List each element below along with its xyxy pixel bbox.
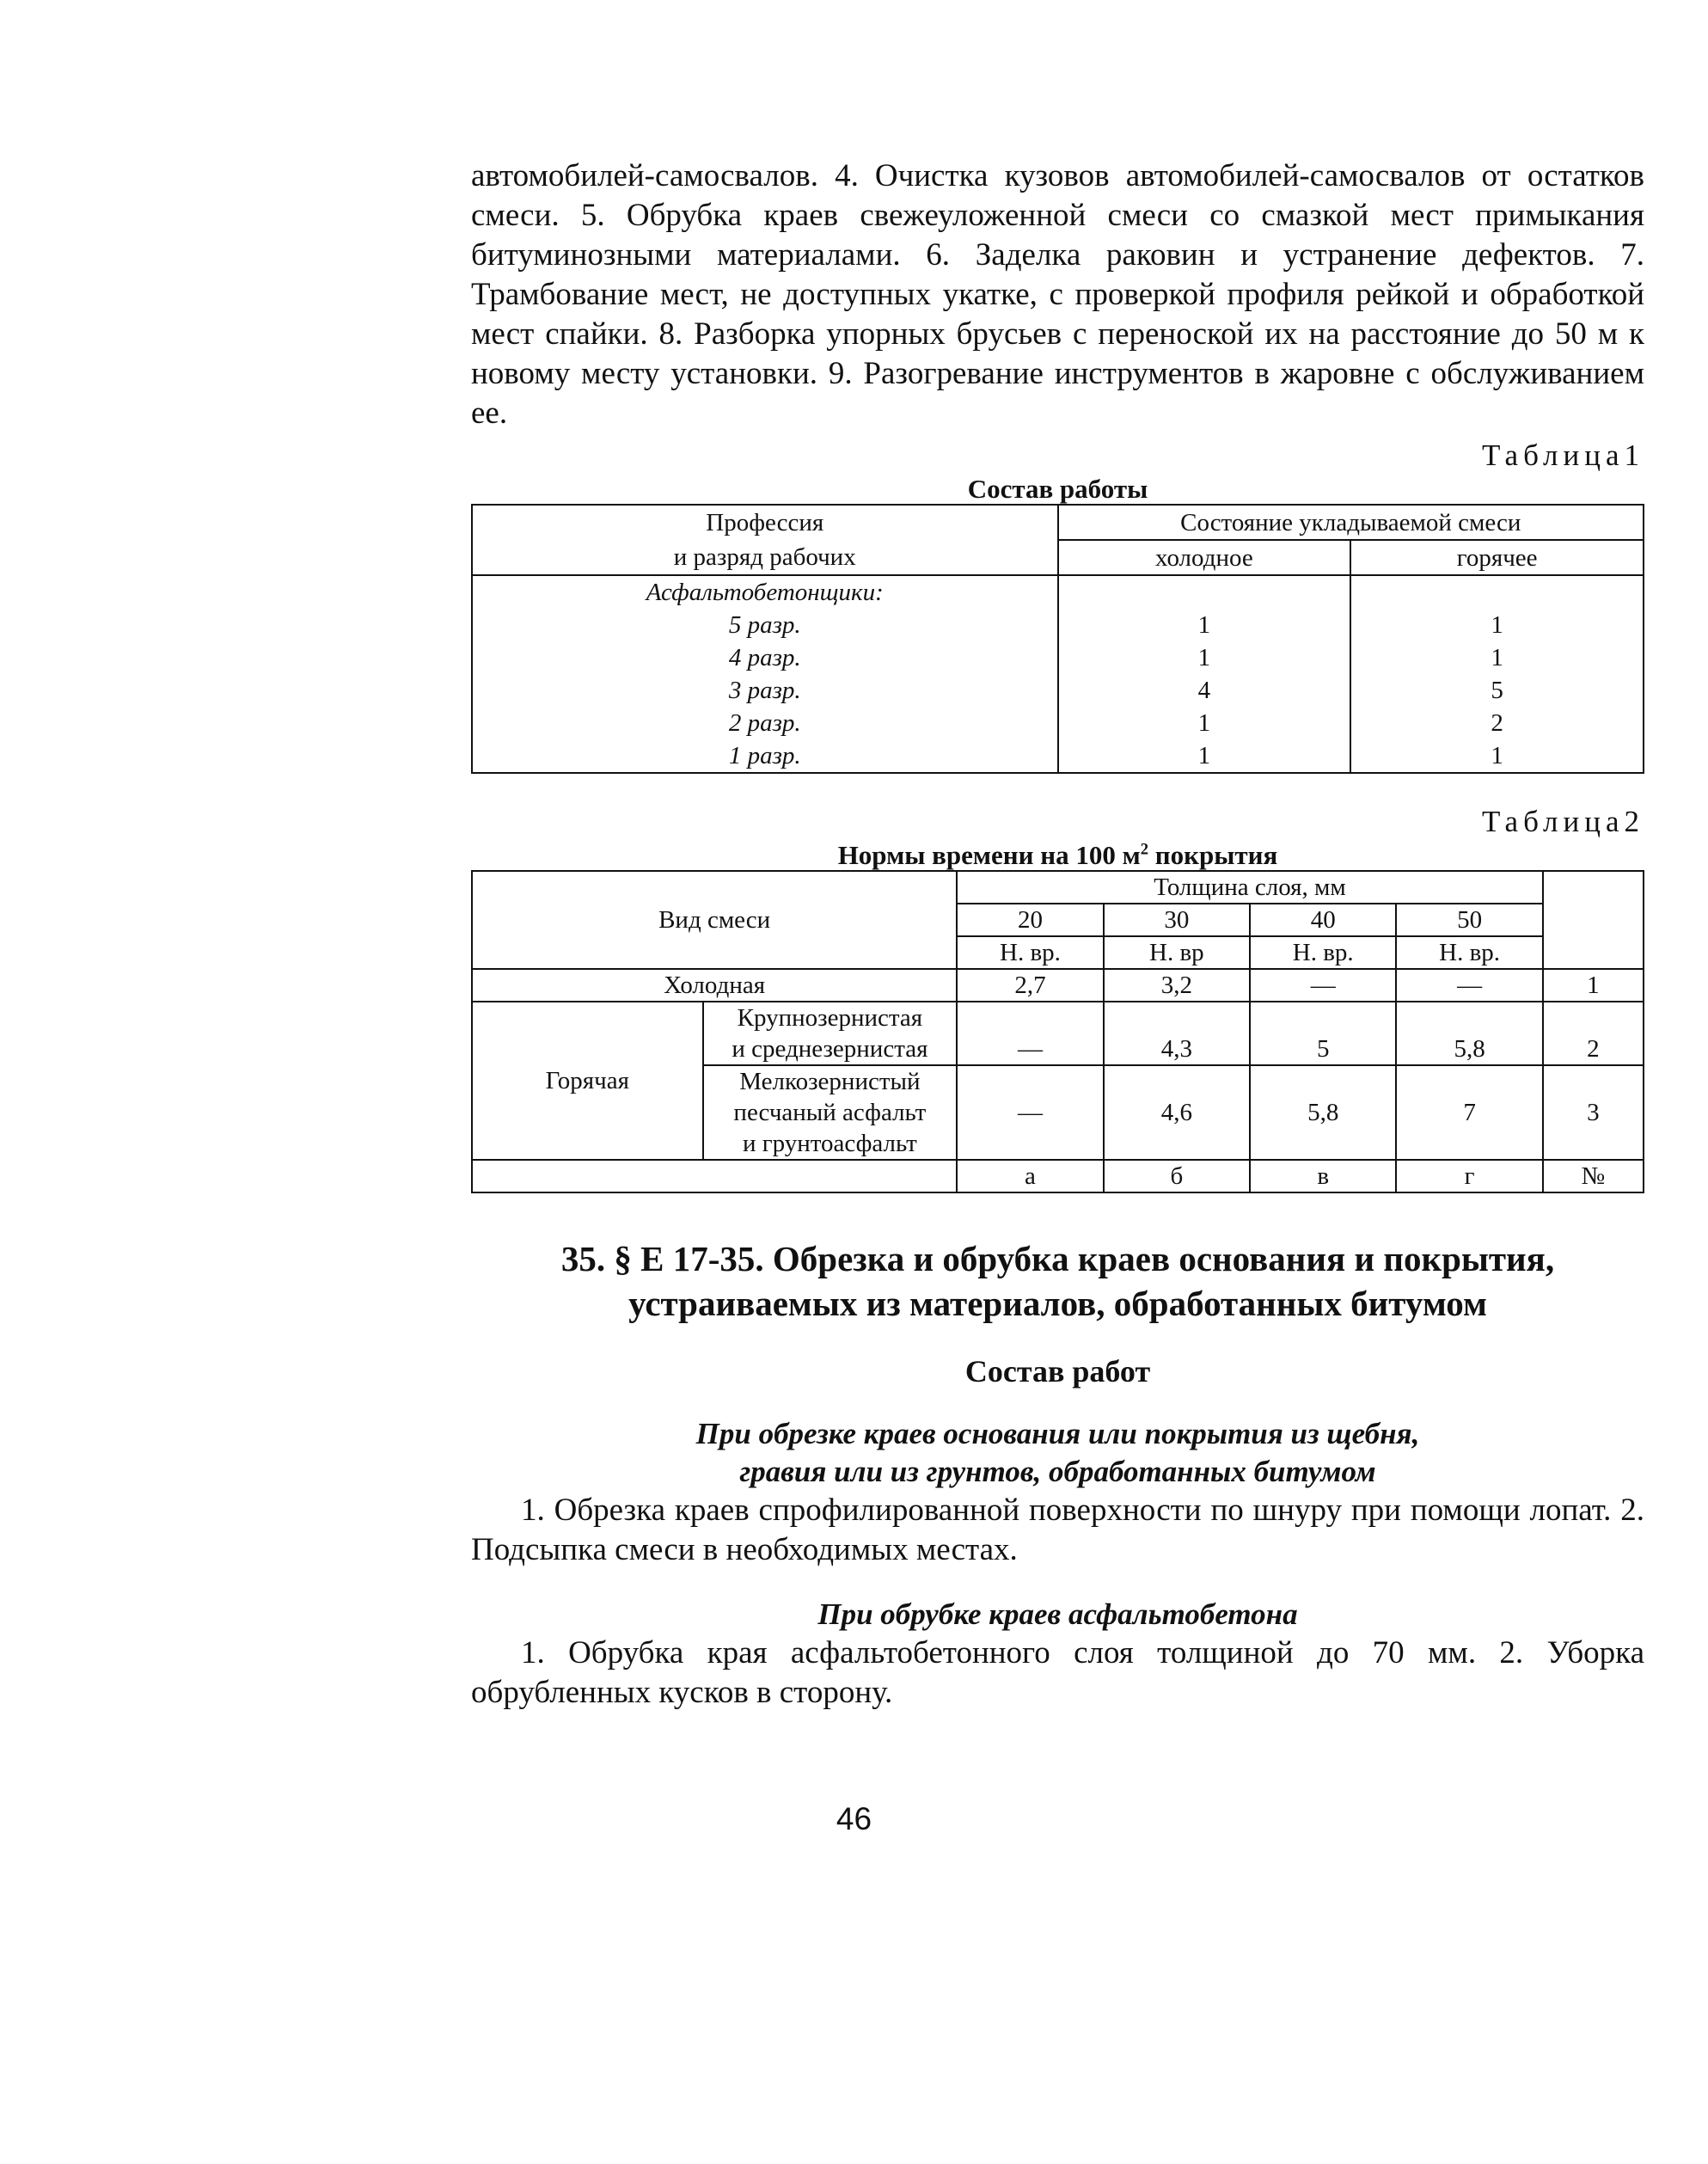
table1 (471, 504, 1644, 774)
table2-cell: 3,2 (1104, 969, 1250, 1002)
table2-unit: Н. вр. (1250, 936, 1396, 969)
table2-hot-type-line: и среднезернистая (732, 1035, 928, 1063)
section-title-line2: устраиваемых из материалов, обработанных битумом (628, 1284, 1487, 1323)
table1-label: Таблица1 (1482, 438, 1644, 472)
table2-footer-letter: а (957, 1160, 1103, 1192)
table2-cell: — (957, 1002, 1103, 1065)
trimming-paragraph: 1. Обрезка краев спрофилированной поверхности по шнуру при помощи лопат. 2. Подсыпка смеси в необходимых местах. (471, 1493, 1644, 1567)
table1-header-hot: горячее (1350, 540, 1644, 575)
table1-cold-value: 1 (1058, 739, 1351, 773)
table2-thickness: 50 (1396, 904, 1542, 936)
table1-cold-value: 1 (1058, 707, 1351, 739)
table1-title: Состав работы (967, 474, 1148, 504)
table2-footer-num: № (1543, 1160, 1644, 1192)
table1-hot-value: 2 (1350, 707, 1644, 739)
table2-cell: 7 (1396, 1065, 1542, 1160)
subheading-chopping: При обрубке краев асфальтобетона (817, 1597, 1298, 1631)
table1-grade: 5 разр. (472, 609, 1058, 641)
table1-grade: 1 разр. (472, 739, 1058, 773)
table2-title (471, 841, 1644, 870)
table2-hot-type-line: Крупнозернистая (737, 1004, 923, 1032)
table2-header-num-empty (1543, 871, 1644, 969)
table1-header-cold: холодное (1058, 540, 1351, 575)
table2-unit: Н. вр. (957, 936, 1103, 969)
chopping-paragraph: 1. Обрубка края асфальтобетонного слоя толщиной до 70 мм. 2. Уборка обрубленных кусков в сторону. (471, 1635, 1644, 1710)
table2-cell: 5 (1250, 1002, 1396, 1065)
subheading-trimming-line1: При обрезке краев основания или покрытия из щебня, (695, 1417, 1420, 1450)
table1-empty (1350, 575, 1644, 609)
table2-footer-empty (472, 1160, 957, 1192)
table2-row-num: 1 (1543, 969, 1644, 1002)
table2-title-sup: 2 (1140, 840, 1149, 859)
table2-unit: Н. вр (1104, 936, 1250, 969)
table2-footer-letter: б (1104, 1160, 1250, 1192)
table2-thickness: 20 (957, 904, 1103, 936)
table2-hot-name: Горячая (472, 1002, 703, 1160)
table2-thickness: 30 (1104, 904, 1250, 936)
table2-cell: — (957, 1065, 1103, 1160)
table2-header-mix: Вид смеси (472, 871, 957, 969)
table1-profession-line2: и разряд рабочих (673, 543, 856, 571)
section-title-line1: 35. § Е 17-35. Обрезка и обрубка краев основания и покрытия, (560, 1239, 1555, 1278)
table2-cold-name: Холодная (472, 969, 957, 1002)
table1-profession-line1: Профессия (706, 509, 824, 536)
table2-cell: 5,8 (1396, 1002, 1542, 1065)
table2-cell: 4,6 (1104, 1065, 1250, 1160)
table2-hot-type-line: и грунтоасфальт (742, 1130, 917, 1157)
table2-cell: 4,3 (1104, 1002, 1250, 1065)
table1-cold-value: 1 (1058, 609, 1351, 641)
table1-hot-value: 1 (1350, 609, 1644, 641)
table2-hot-type (703, 1065, 958, 1160)
table2-hot-type-line: Мелкозернистый (739, 1068, 921, 1095)
table1-header-state: Состояние укладываемой смеси (1058, 505, 1644, 540)
table2-cell: — (1250, 969, 1396, 1002)
table1-hot-value: 1 (1350, 739, 1644, 773)
table2-cell: — (1396, 969, 1542, 1002)
table1-grade: 2 разр. (472, 707, 1058, 739)
subheading-trimming-line2: гравия или из грунтов, обработанных битумом (739, 1455, 1376, 1488)
table1-grade: 3 разр. (472, 674, 1058, 707)
table2-unit: Н. вр. (1396, 936, 1542, 969)
table1-group: Асфальтобетонщики: (472, 575, 1058, 609)
table2-hot-type (703, 1002, 958, 1065)
table1-empty (1058, 575, 1351, 609)
table1-cold-value: 1 (1058, 641, 1351, 674)
table2-footer-letter: г (1396, 1160, 1542, 1192)
table2-thickness: 40 (1250, 904, 1396, 936)
table2-title-main: Нормы времени на 100 м (837, 840, 1141, 870)
table1-cold-value: 4 (1058, 674, 1351, 707)
page-content (471, 156, 1644, 1713)
table2-label: Таблица2 (1482, 805, 1644, 838)
table2-row-num: 2 (1543, 1002, 1644, 1065)
intro-paragraph: автомобилей-самосвалов. 4. Очистка кузовов автомобилей-самосвалов от остатков смеси. 5. Обрубка краев свежеуложенной смеси со смазкой мест примыкания битуминозными материалами. 6. Заделка раковин и устранение дефектов. 7. Трамбование мест, не доступных укатке, с проверкой профиля рейкой и обработкой мест спайки. 8. Разборка упорных брусьев с переноской их на расстояние до 50 м к новому месту установки. 9. Разогревание инструментов в жаровне с обслуживанием ее. (471, 158, 1644, 431)
table2-cell: 2,7 (957, 969, 1103, 1002)
table1-header-profession (472, 505, 1058, 575)
table2-title-post: покрытия (1148, 840, 1278, 870)
table2-row-num: 3 (1543, 1065, 1644, 1160)
composition-heading: Состав работ (964, 1354, 1151, 1389)
table1-hot-value: 1 (1350, 641, 1644, 674)
table2-header-thickness: Толщина слоя, мм (957, 871, 1543, 904)
table2-cell: 5,8 (1250, 1065, 1396, 1160)
table1-grade: 4 разр. (472, 641, 1058, 674)
table2-hot-type-line: песчаный асфальт (733, 1099, 927, 1126)
page-number: 46 (836, 1801, 872, 1836)
table2 (471, 870, 1644, 1193)
table2-footer-letter: в (1250, 1160, 1396, 1192)
table1-hot-value: 5 (1350, 674, 1644, 707)
